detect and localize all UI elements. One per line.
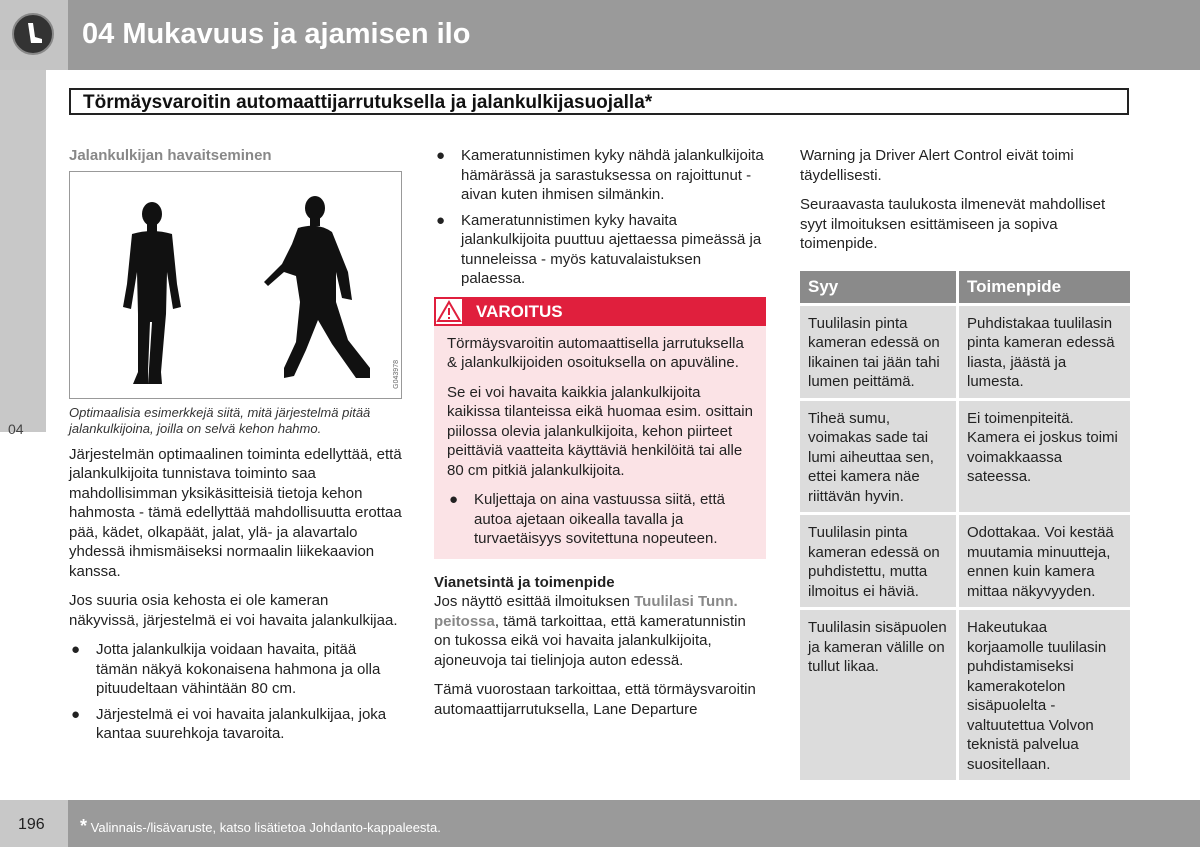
- list-item: ● Kuljettaja on aina vastuussa siitä, että autoa ajetaan oikealla tavalla ja turvaetäisyys sovitettuna nopeuteen.: [449, 491, 725, 547]
- column-3: [800, 146, 1130, 783]
- figure-code: G043978: [393, 359, 400, 389]
- warning-bullet-list: [447, 490, 754, 549]
- warning-header: [434, 297, 766, 326]
- warning-triangle-icon: [436, 299, 462, 324]
- paragraph: Jos näyttö esittää ilmoituksen Tuulilasi Tunn. peitossa, tämä tarkoittaa, että kameratunnistin on tukossa eikä voi havaita jalankulkijoita, ajoneuvoja tai tielinjoja auton edessä.: [434, 593, 746, 669]
- seat-icon: [12, 13, 54, 55]
- subheading-pedestrian-detection: Jalankulkijan havaitseminen: [69, 147, 272, 164]
- table-row: [800, 401, 1130, 513]
- section-title-box: [69, 88, 1129, 115]
- table-cell: Hakeutukaa korjaamolle tuulilasin puhdistamiseksi kamerakotelon sisäpuolelta - valtuutettua Volvon teknistä palvelua suositellaan.: [959, 610, 1130, 780]
- table-header-row: [800, 271, 1130, 303]
- table-row: [800, 306, 1130, 398]
- side-tab: [0, 70, 46, 437]
- table-cell: Tuulilasin pinta kameran edessä on likainen tai jään tahi lumen peittämä.: [800, 306, 956, 398]
- table-header-action: Toimenpide: [959, 271, 1130, 303]
- footnote-text: Valinnais-/lisävaruste, katso lisätietoa Johdanto-kappaleesta.: [90, 820, 441, 835]
- table-cell: Ei toimenpiteitä. Kamera ei joskus toimi voimakkaassa sateessa.: [959, 401, 1130, 513]
- paragraph: Jos suuria osia kehosta ei ole kameran näkyvissä, järjestelmä ei voi havaita jalankulkijaa.: [69, 592, 398, 629]
- paragraph: Tämä vuorostaan tarkoittaa, että törmäysvaroitin automaattijarrutuksella, Lane Departure: [434, 681, 756, 718]
- pedestrian-silhouettes-illustration: [70, 172, 401, 398]
- list-item: ● Jotta jalankulkija voidaan havaita, pitää tämän näkyä kokonaisena hahmona ja olla pituudeltaan vähintään 80 cm.: [71, 641, 381, 697]
- table-cell: Tuulilasin pinta kameran edessä on puhdistettu, mutta ilmoitus ei häviä.: [800, 515, 956, 607]
- bullet-list: [434, 146, 766, 289]
- bullet-icon: ●: [449, 491, 459, 508]
- bullet-icon: ●: [71, 641, 81, 658]
- troubleshooting-table: [797, 268, 1133, 784]
- figure-caption: Optimaalisia esimerkkejä siitä, mitä järjestelmä pitää jalankulkijoina, joilla on selvä kehon hahmo.: [69, 404, 371, 436]
- warning-paragraph: Törmäysvaroitin automaattisella jarrutuksella & jalankulkijoiden osoituksella on apuväline.: [447, 334, 744, 371]
- pedestrian-figure: [69, 171, 402, 399]
- warning-title: VAROITUS: [476, 301, 563, 321]
- bullet-icon: ●: [71, 705, 81, 723]
- subheading-troubleshooting: Vianetsintä ja toimenpide: [434, 573, 615, 591]
- section-title: Törmäysvaroitin automaattijarrutuksella ja jalankulkijasuojalla*: [83, 92, 653, 113]
- footnote: [80, 816, 441, 837]
- warning-body: [434, 326, 766, 559]
- side-tab-label: 04: [8, 421, 24, 437]
- bullet-icon: ●: [436, 147, 446, 164]
- warning-paragraph: Se ei voi havaita kaikkia jalankulkijoita kaikissa tilanteissa eikä huomaa esim. osittain piilossa olevia jalankulkijoita, kehon piirteet peittäviä vaatteita käyttäviä henkilöitä tai alle 80 cm pitkiä jalankulkijoita.: [447, 383, 753, 479]
- bullet-icon: ●: [436, 211, 446, 229]
- list-item: ● Järjestelmä ei voi havaita jalankulkijaa, joka kantaa suurehkoja tavaroita.: [71, 705, 387, 742]
- table-row: [800, 515, 1130, 607]
- list-item: ● Kameratunnistimen kyky havaita jalankulkijoita puuttuu ajettaessa pimeässä ja tunneleissa - myös katuvalaistuksen palaessa.: [436, 211, 762, 287]
- warning-box: [434, 297, 766, 559]
- column-1: [69, 146, 402, 752]
- paragraph: Warning ja Driver Alert Control eivät toimi täydellisesti.: [800, 147, 1074, 184]
- chapter-title: 04 Mukavuus ja ajamisen ilo: [82, 18, 471, 50]
- list-item: ● Kameratunnistimen kyky nähdä jalankulkijoita hämärässä ja sarastuksessa on rajoittunut - aivan kuten ihmisen silmänkin.: [436, 147, 764, 203]
- paragraph: Järjestelmän optimaalinen toiminta edellyttää, että jalankulkijoita tunnistava toiminto saa mahdollisimman yksikäsitteisiä tietoja kehon hahmosta - tämä edellyttää mahdollisuutta erottaa pää, kädet, olkapäät, jalat, ylä- ja alavartalo yhdessä ihmismäiseksi normaalin liikekaavion kanssa.: [69, 445, 402, 580]
- table-row: [800, 610, 1130, 780]
- table-header-cause: Syy: [800, 271, 956, 303]
- header-icon-box: [0, 0, 68, 70]
- table-cell: Tiheä sumu, voimakas sade tai lumi aiheuttaa sen, ettei kamera näe riittävän hyvin.: [800, 401, 956, 513]
- paragraph: Seuraavasta taulukosta ilmenevät mahdolliset syyt ilmoituksen esittämiseen ja sopiva toimenpide.: [800, 196, 1106, 252]
- table-cell: Puhdistakaa tuulilasin pinta kameran edessä liasta, jäästä ja lumesta.: [959, 306, 1130, 398]
- page-number: 196: [18, 816, 45, 833]
- table-cell: Odottakaa. Voi kestää muutamia minuutteja, ennen kuin kamera mittaa näkyvyyden.: [959, 515, 1130, 607]
- footnote-star: *: [80, 816, 88, 836]
- display-message-text: Tuulilasi Tunn. peitossa: [434, 593, 738, 630]
- table-cell: Tuulilasin sisäpuolen ja kameran välille on tullut likaa.: [800, 610, 956, 780]
- column-2: [434, 146, 766, 729]
- bullet-list: [69, 640, 402, 744]
